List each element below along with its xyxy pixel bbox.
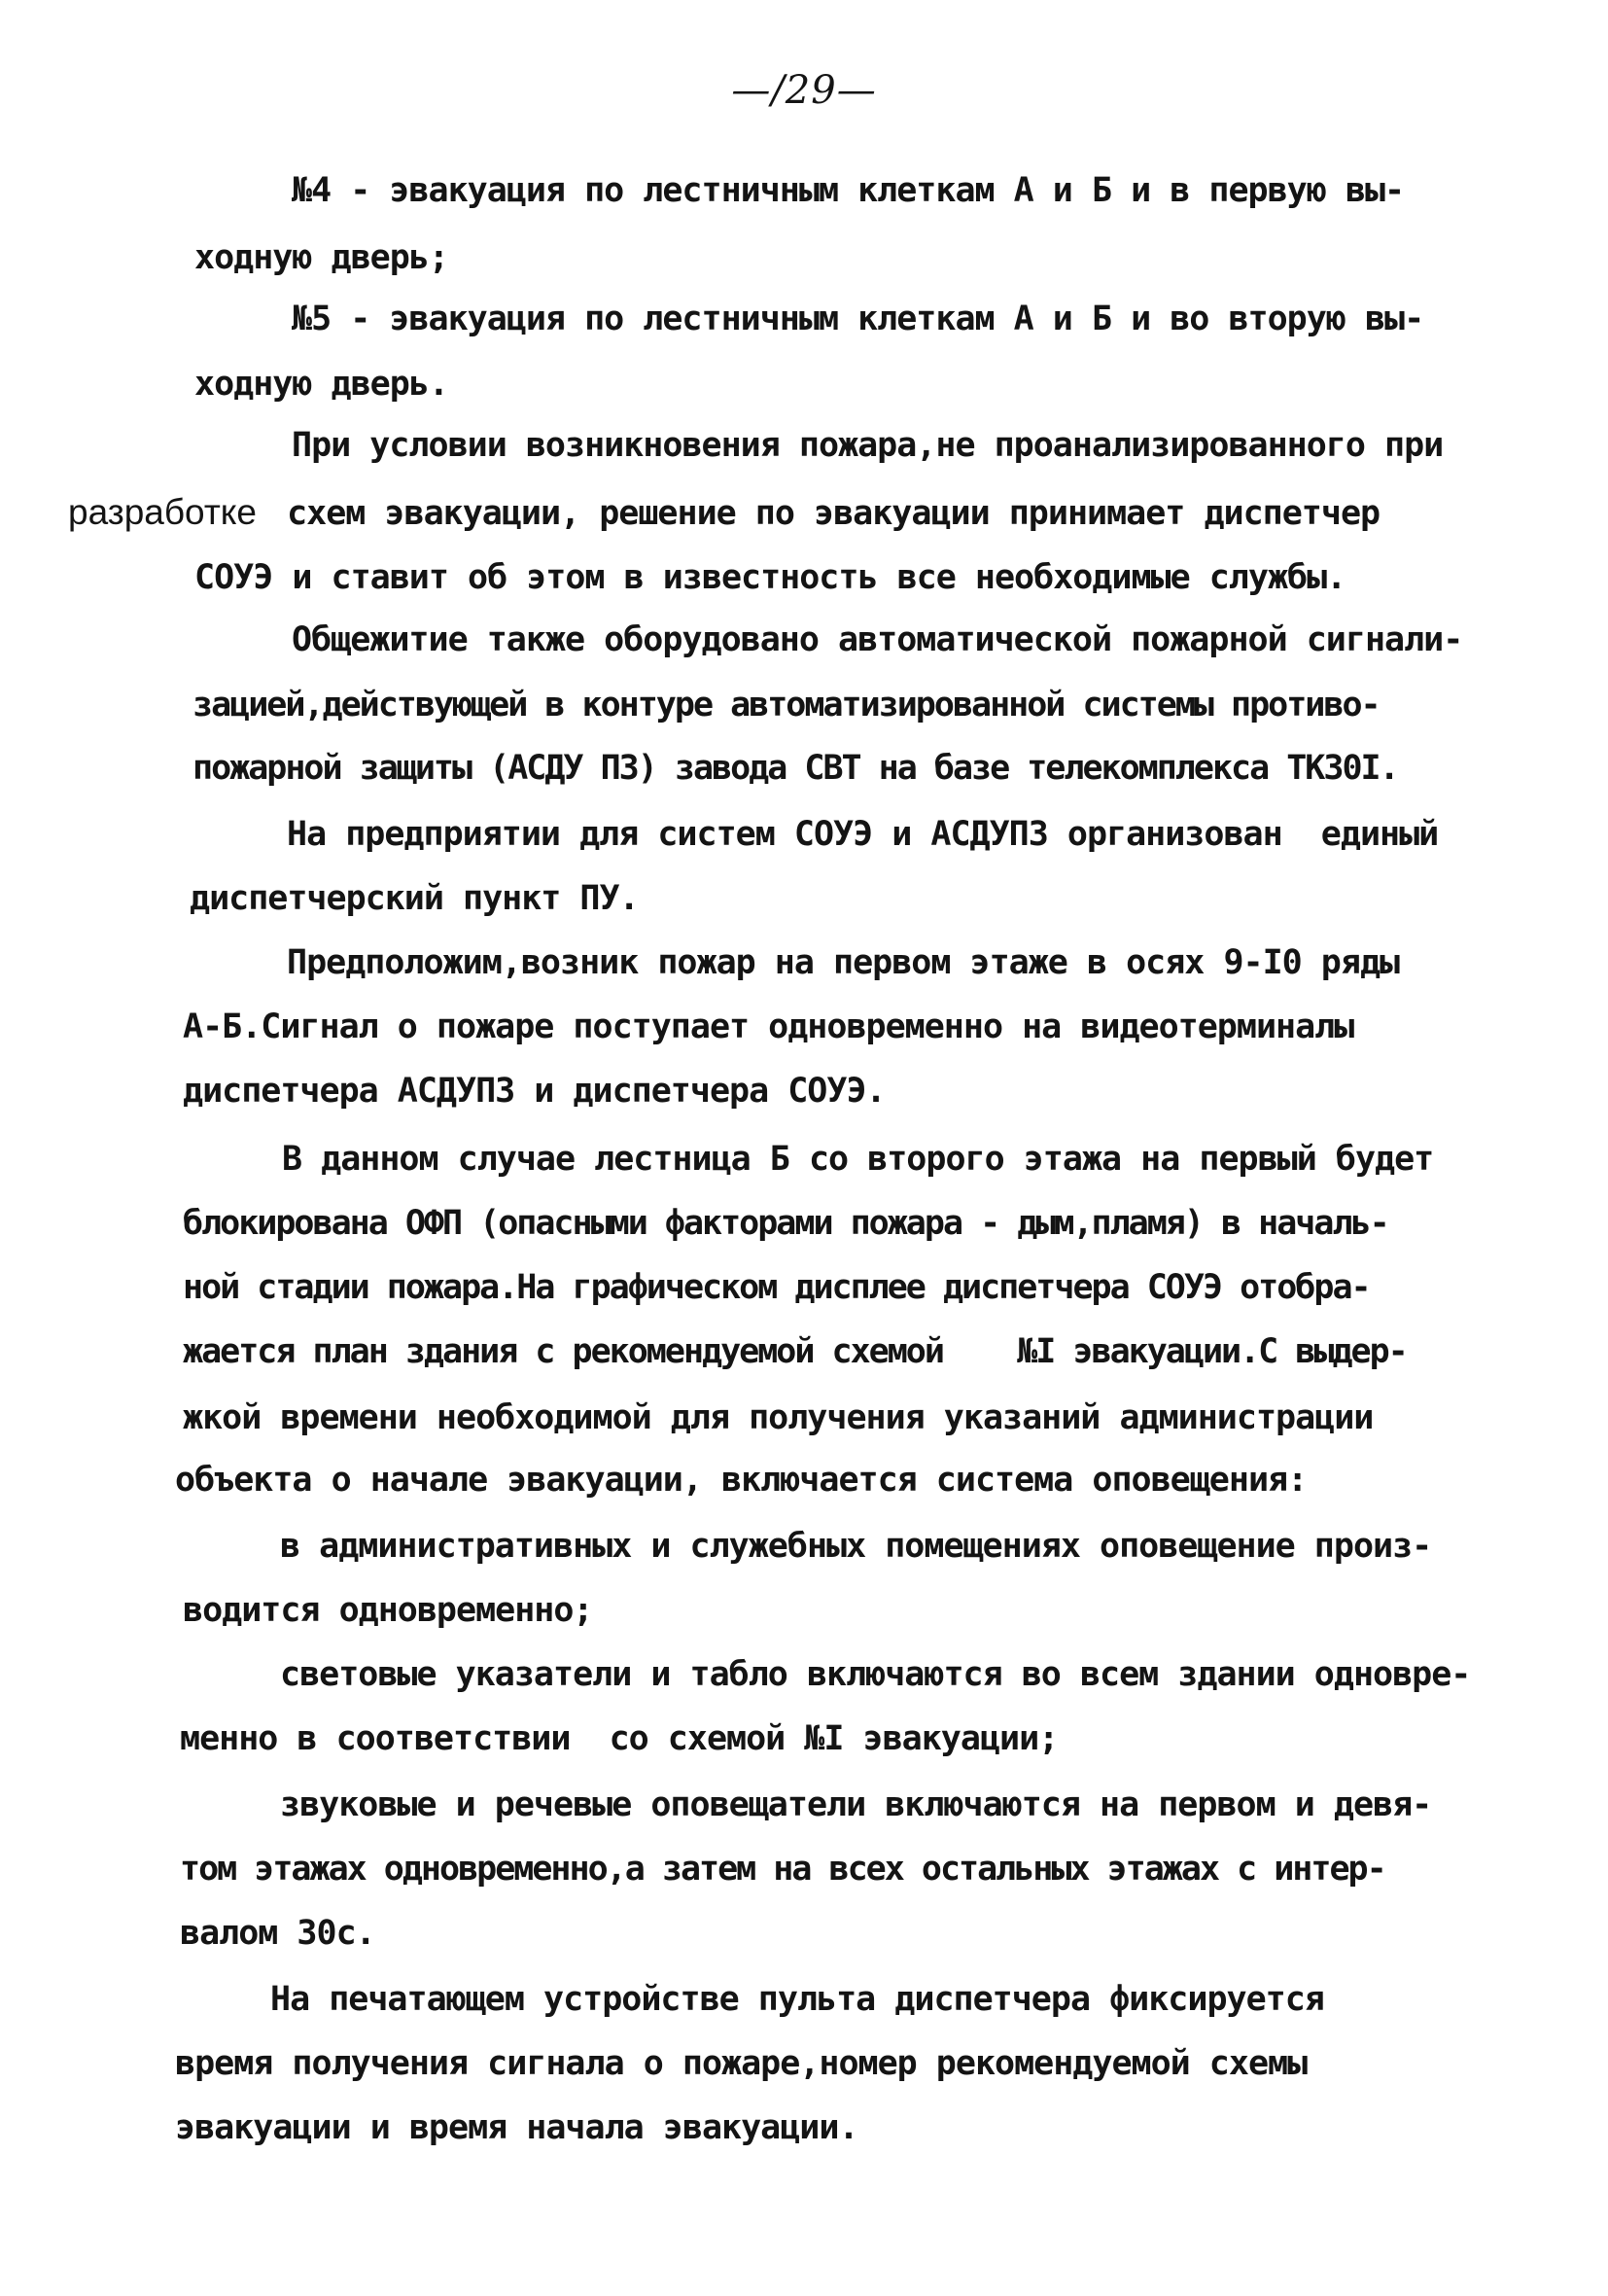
text-line: менно в соответствии со схемой №I эвакуации; <box>180 1719 1059 1758</box>
text-line: диспетчерский пункт ПУ. <box>190 879 639 918</box>
text-line: На печатающем устройстве пульта диспетчера фиксируется <box>270 1980 1324 2019</box>
text-line: На предприятии для систем СОУЭ и АСДУПЗ организован единый <box>287 815 1439 854</box>
text-line: том этажах одновременно,а затем на всех остальных этажах с интер- <box>180 1850 1385 1889</box>
text-line: световые указатели и табло включаются во всем здании одновре- <box>280 1655 1471 1694</box>
text-line: Предположим,возник пожар на первом этаже в осях 9-I0 ряды <box>287 943 1400 982</box>
text-line: Общежитие также оборудовано автоматической пожарной сигнали- <box>292 620 1463 659</box>
handwritten-correction: разработке <box>68 492 257 532</box>
text-line: блокирована ОФП (опасными факторами пожара - дым,пламя) в началь- <box>183 1204 1388 1243</box>
text-line: объекта о начале эвакуации, включается система оповещения: <box>175 1461 1308 1500</box>
text-line: ходную дверь. <box>194 365 448 404</box>
text-line: жкой времени необходимой для получения указаний администрации <box>183 1398 1374 1437</box>
text-line: СОУЭ и ставит об этом в известность все необходимые службы. <box>194 558 1346 597</box>
text-line: При условии возникновения пожара,не проанализированного при <box>292 426 1444 465</box>
text-line: водится одновременно; <box>183 1591 593 1630</box>
text-line: ной стадии пожара.На графическом дисплее диспетчера СОУЭ отобра- <box>183 1268 1370 1307</box>
text-line: в административных и служебных помещениях оповещение произ- <box>280 1527 1432 1566</box>
text-line: жается план здания с рекомендуемой схемой №I эвакуации.С выдер- <box>183 1332 1407 1371</box>
text-line: пожарной защиты (АСДУ ПЗ) завода СВТ на базе телекомплекса ТКЗ0I. <box>192 749 1398 788</box>
text-line: №5 - эвакуация по лестничным клеткам А и Б и во вторую вы- <box>292 300 1424 338</box>
text-line: эвакуации и время начала эвакуации. <box>175 2108 858 2147</box>
page-number: —/29— <box>731 68 877 113</box>
text-line: В данном случае лестница Б со второго этажа на первый будет <box>282 1140 1434 1179</box>
text-line: А-Б.Сигнал о пожаре поступает одновременно на видеотерминалы <box>183 1007 1354 1046</box>
text-line: ходную дверь; <box>194 238 448 277</box>
text-line: схем эвакуации, решение по эвакуации принимает диспетчер <box>267 494 1381 533</box>
text-line: диспетчера АСДУПЗ и диспетчера СОУЭ. <box>183 1072 886 1111</box>
text-line: №4 - эвакуация по лестничным клеткам А и Б и в первую вы- <box>292 171 1405 210</box>
text-line: зацией,действующей в контуре автоматизированной системы противо- <box>192 686 1380 724</box>
text-line: валом 30с. <box>180 1914 375 1953</box>
text-line: время получения сигнала о пожаре,номер рекомендуемой схемы <box>175 2044 1308 2083</box>
text-line: звуковые и речевые оповещатели включаются на первом и девя- <box>280 1785 1432 1824</box>
